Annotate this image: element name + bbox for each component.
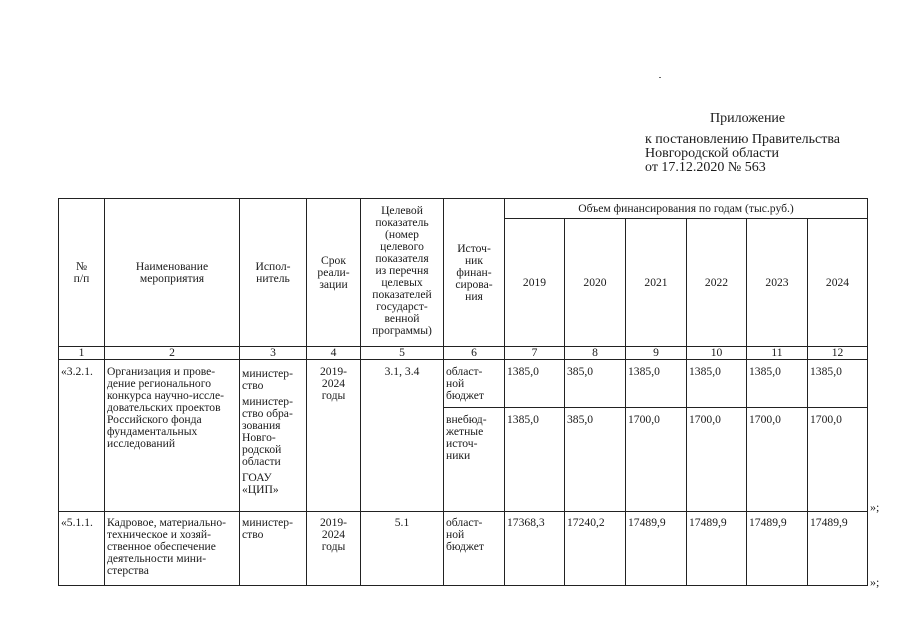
appendix-title: Приложение <box>710 111 786 126</box>
appendix-line: Новгородской области <box>645 146 779 161</box>
row-value: 1385,0 <box>626 360 687 408</box>
row-value: 17489,9 <box>687 512 747 586</box>
row-value: 1700,0 <box>626 408 687 512</box>
table-row <box>59 512 868 586</box>
funding-table <box>58 198 868 586</box>
row-source: внебюд- жетные источ- ники <box>444 408 505 512</box>
appendix-line: от 17.12.2020 № 563 <box>645 160 766 175</box>
column-number: 10 <box>687 347 747 360</box>
row-value: 17368,3 <box>505 512 565 586</box>
row-name: Организация и прове- дение регионального конкурса научно-иссле- довательских проектов Российского фонда фундаментальных исследований <box>105 360 240 512</box>
row-value: 1700,0 <box>687 408 747 512</box>
row-value: 17489,9 <box>747 512 808 586</box>
column-number: 1 <box>59 347 105 360</box>
column-number: 3 <box>240 347 307 360</box>
row-executors <box>240 360 307 512</box>
column-numbers-row <box>59 347 868 360</box>
row-target: 5.1 <box>361 512 444 586</box>
column-number: 8 <box>565 347 626 360</box>
column-number: 9 <box>626 347 687 360</box>
row-value: 1385,0 <box>505 360 565 408</box>
row-executor: министер- ство <box>242 367 293 392</box>
row-num: «5.1.1. <box>59 512 105 586</box>
row-value: 17240,2 <box>565 512 626 586</box>
row-value: 1385,0 <box>808 360 868 408</box>
header-year: 2022 <box>687 219 747 347</box>
header-name: Наименование мероприятия <box>105 199 240 347</box>
row-target: 3.1, 3.4 <box>361 360 444 512</box>
appendix-header <box>645 112 840 175</box>
row-value: 385,0 <box>565 408 626 512</box>
closing-quote: »; <box>870 500 880 514</box>
scan-speck <box>659 77 661 78</box>
header-funding: Объем финансирования по годам (тыс.руб.) <box>505 199 868 219</box>
header-term: Срок реали- зации <box>307 199 361 347</box>
column-number: 6 <box>444 347 505 360</box>
row-term: 2019- 2024 годы <box>307 512 361 586</box>
row-value: 1385,0 <box>687 360 747 408</box>
header-year: 2020 <box>565 219 626 347</box>
row-value: 1700,0 <box>808 408 868 512</box>
row-value: 1385,0 <box>505 408 565 512</box>
row-num: «3.2.1. <box>59 360 105 512</box>
header-row <box>59 199 868 219</box>
header-year: 2024 <box>808 219 868 347</box>
header-year: 2019 <box>505 219 565 347</box>
column-number: 11 <box>747 347 808 360</box>
header-year: 2021 <box>626 219 687 347</box>
table-row <box>59 360 868 408</box>
row-name: Кадровое, материально- техническое и хозяй- ственное обеспечение деятельности мини- стерства <box>105 512 240 586</box>
column-number: 2 <box>105 347 240 360</box>
row-value: 1700,0 <box>747 408 808 512</box>
row-value: 17489,9 <box>808 512 868 586</box>
row-value: 1385,0 <box>747 360 808 408</box>
appendix-line: к постановлению Правительства <box>645 132 841 147</box>
row-value: 385,0 <box>565 360 626 408</box>
row-executor: министер- ство <box>240 512 307 586</box>
column-number: 4 <box>307 347 361 360</box>
closing-quote: »; <box>870 575 880 589</box>
header-target: Целевой показатель (номер целевого показателя из перечня целевых показателей государст- венной программы) <box>361 199 444 347</box>
header-executor: Испол- нитель <box>240 199 307 347</box>
column-number: 12 <box>808 347 868 360</box>
row-executor: ГОАУ «ЦИП» <box>242 471 279 496</box>
row-value: 17489,9 <box>626 512 687 586</box>
header-source: Источ- ник финан- сирова- ния <box>444 199 505 347</box>
column-number: 7 <box>505 347 565 360</box>
header-year: 2023 <box>747 219 808 347</box>
row-executor: министер- ство обра- зования Новго- родской области <box>242 395 293 468</box>
row-source: област- ной бюджет <box>444 512 505 586</box>
row-source: област- ной бюджет <box>444 360 505 408</box>
header-num: № п/п <box>59 199 105 347</box>
column-number: 5 <box>361 347 444 360</box>
row-term: 2019- 2024 годы <box>307 360 361 512</box>
